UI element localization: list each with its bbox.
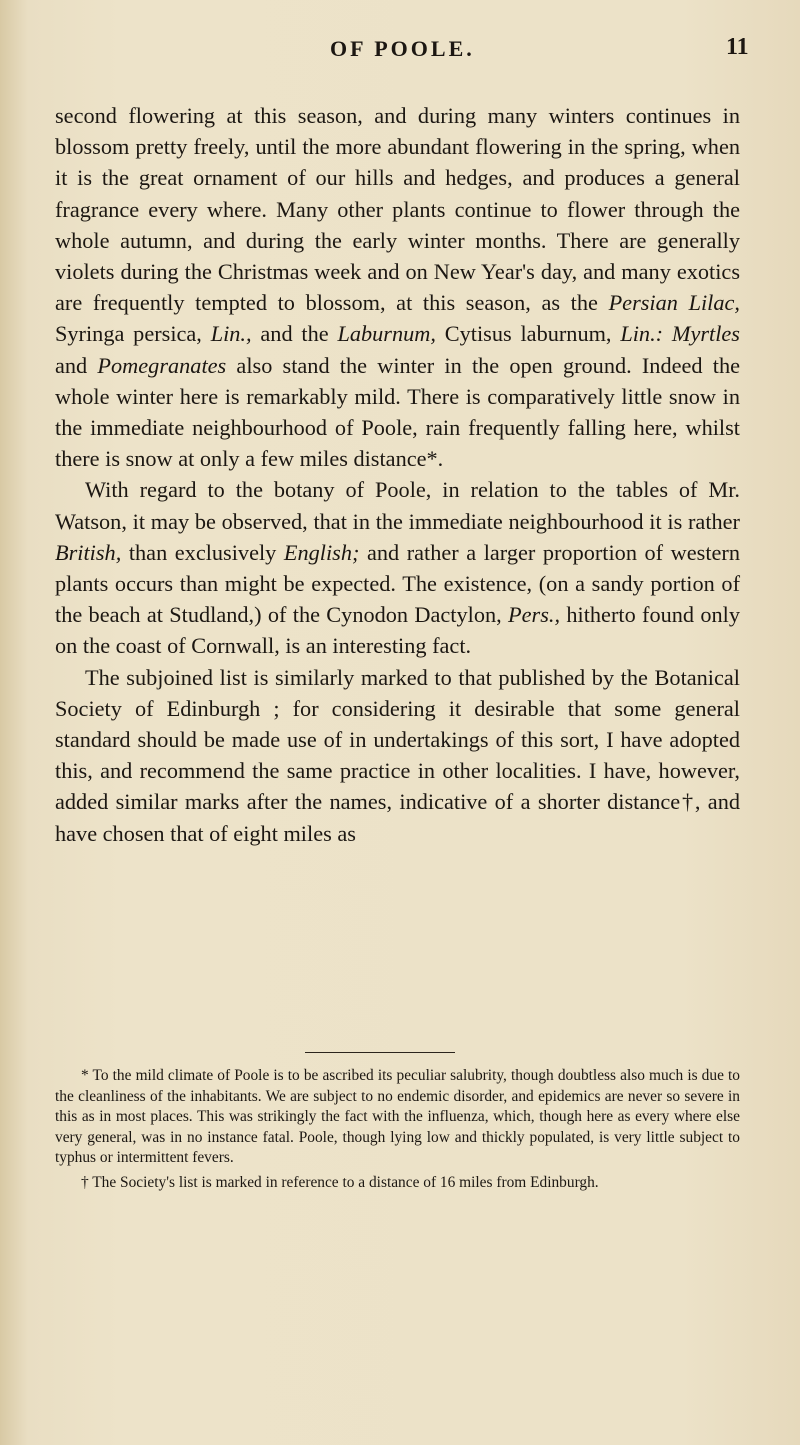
paragraph-botany: With regard to the botany of Poole, in relation to the tables of Mr. Watson, it may be observed, that in the immediate neighbourhood it is rather British, than exclusively English; and rather a larger proportion of western plants occurs than might be expected. The existence, (on a sandy portion of the beach at Studland,) of the Cynodon Dactylon, Pers., hitherto found only on the coast of Cornwall, is an interesting fact. [55,477,741,659]
footnote-society-list: † The Society's list is marked in reference to a distance of 16 miles from Edinburgh. [81,1173,599,1191]
page-number: 11 [726,34,749,60]
footnote-climate: * To the mild climate of Poole is to be ascribed its peculiar salubrity, though doubtless also much is due to the cleanliness of the inhabitants. We are subject to no endemic disorder, and epidemics are never so severe in this as in most places. This was strikingly the fact with the influenza, which, though here as every where else very general, was in no instance fatal. Poole, though lying low and thickly populated, is very little subject to typhus or intermittent fevers. [55,1067,740,1166]
footnotes [55,1066,740,1197]
body-text [55,100,740,849]
page-header [0,36,800,76]
running-head: OF POOLE. [330,36,475,61]
paragraph-flowering: second flowering at this season, and during many winters continues in blossom pretty freely, until the more abundant flowering in the spring, when it is the great ornament of our hills and hedges, and produces a general fragrance every where. Many other plants continue to flower through the whole autumn, and during the early winter months. There are generally violets during the Christmas week and on New Year's day, and many exotics are frequently tempted to blossom, at this season, as the Persian Lilac, Syringa persica, Lin., and the Laburnum, Cytisus laburnum, Lin.: Myrtles and Pomegranates also stand the winter in the open ground. Indeed the whole winter here is remarkably mild. There is comparatively little snow in the immediate neighbourhood of Poole, rain frequently falling here, whilst there is snow at only a few miles distance*. [55,103,740,472]
paragraph-subjoined-list: The subjoined list is similarly marked to that published by the Botanical Society of Edinburgh ; for considering it desirable that some general standard should be made use of in undertakings of this sort, I have adopted this, and recommend the same practice in other localities. I have, however, added similar marks after the names, indicative of a shorter distance†, and have chosen that of eight miles as [55,664,740,846]
footnote-divider [305,1052,455,1053]
